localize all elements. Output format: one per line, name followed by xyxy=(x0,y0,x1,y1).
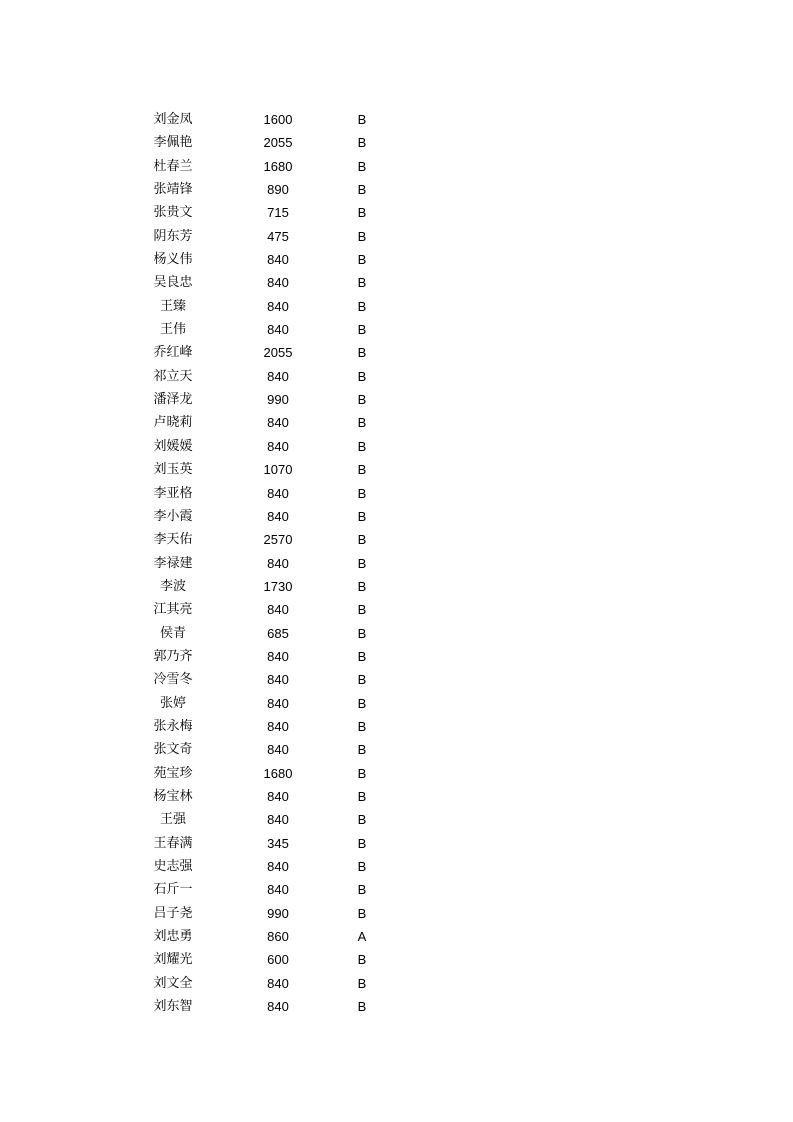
table-row xyxy=(0,622,793,645)
name-cell: 潘泽龙 xyxy=(153,392,193,408)
grade-cell: B xyxy=(357,975,367,991)
grade-cell: B xyxy=(357,462,367,478)
name-cell: 李禄建 xyxy=(153,555,193,571)
name-cell: 刘玉英 xyxy=(153,462,193,478)
table-row xyxy=(0,855,793,878)
grade-cell: B xyxy=(357,882,367,898)
table-row xyxy=(0,482,793,505)
amount-cell: 840 xyxy=(267,415,289,431)
table-row xyxy=(0,715,793,738)
amount-cell: 840 xyxy=(267,742,289,758)
table-row xyxy=(0,108,793,131)
amount-cell: 840 xyxy=(267,298,289,314)
table-row xyxy=(0,692,793,715)
amount-cell: 475 xyxy=(267,228,289,244)
grade-cell: B xyxy=(357,578,367,594)
amount-cell: 840 xyxy=(267,438,289,454)
amount-cell: 890 xyxy=(267,182,289,198)
table-row xyxy=(0,178,793,201)
name-cell: 吕子尧 xyxy=(153,905,193,921)
grade-cell: B xyxy=(357,625,367,641)
name-cell: 石斤一 xyxy=(153,882,193,898)
amount-cell: 840 xyxy=(267,275,289,291)
name-cell: 张文奇 xyxy=(153,742,193,758)
grade-cell: B xyxy=(357,648,367,664)
grade-cell: B xyxy=(357,952,367,968)
name-cell: 杜春兰 xyxy=(153,158,193,174)
amount-cell: 840 xyxy=(267,999,289,1015)
grade-cell: B xyxy=(357,392,367,408)
data-table xyxy=(0,108,793,1018)
amount-cell: 2570 xyxy=(263,532,293,548)
amount-cell: 840 xyxy=(267,695,289,711)
amount-cell: 345 xyxy=(267,835,289,851)
name-cell: 乔红峰 xyxy=(153,345,193,361)
table-row xyxy=(0,318,793,341)
amount-cell: 990 xyxy=(267,392,289,408)
amount-cell: 1730 xyxy=(263,578,293,594)
name-cell: 李天佑 xyxy=(153,532,193,548)
grade-cell: B xyxy=(357,298,367,314)
table-row xyxy=(0,762,793,785)
name-cell: 刘忠勇 xyxy=(153,929,193,945)
name-cell: 江其亮 xyxy=(153,602,193,618)
grade-cell: B xyxy=(357,438,367,454)
table-row xyxy=(0,295,793,318)
grade-cell: B xyxy=(357,672,367,688)
name-cell: 刘金凤 xyxy=(153,112,193,127)
grade-cell: B xyxy=(357,112,367,127)
amount-cell: 840 xyxy=(267,975,289,991)
grade-cell: B xyxy=(357,322,367,338)
grade-cell: B xyxy=(357,742,367,758)
table-row xyxy=(0,575,793,598)
name-cell: 刘媛媛 xyxy=(153,438,193,454)
name-cell: 张贵文 xyxy=(153,205,193,221)
name-cell: 王伟 xyxy=(159,322,186,338)
name-cell: 阴东芳 xyxy=(153,228,193,244)
name-cell: 张靖锋 xyxy=(153,182,193,198)
grade-cell: B xyxy=(357,905,367,921)
grade-cell: B xyxy=(357,485,367,501)
amount-cell: 840 xyxy=(267,882,289,898)
grade-cell: B xyxy=(357,999,367,1015)
name-cell: 王臻 xyxy=(159,298,186,314)
amount-cell: 1680 xyxy=(263,765,293,781)
table-row xyxy=(0,248,793,271)
table-row xyxy=(0,995,793,1018)
amount-cell: 840 xyxy=(267,508,289,524)
grade-cell: B xyxy=(357,859,367,874)
table-row xyxy=(0,388,793,411)
amount-cell: 715 xyxy=(267,205,289,221)
name-cell: 卢晓莉 xyxy=(153,415,193,431)
amount-cell: 860 xyxy=(267,929,289,945)
table-row xyxy=(0,948,793,971)
table-row xyxy=(0,832,793,855)
name-cell: 刘文全 xyxy=(153,975,193,991)
grade-cell: B xyxy=(357,252,367,268)
name-cell: 杨义伟 xyxy=(153,252,193,268)
amount-cell: 685 xyxy=(267,625,289,641)
name-cell: 刘耀光 xyxy=(153,952,193,968)
name-cell: 张永梅 xyxy=(153,718,193,734)
amount-cell: 840 xyxy=(267,555,289,571)
table-row xyxy=(0,972,793,995)
grade-cell: B xyxy=(357,415,367,431)
name-cell: 张婷 xyxy=(159,695,186,711)
name-cell: 苑宝珍 xyxy=(153,765,193,781)
name-cell: 王强 xyxy=(159,812,186,828)
name-cell: 郭乃齐 xyxy=(153,648,193,664)
amount-cell: 600 xyxy=(267,952,289,968)
grade-cell: B xyxy=(357,368,367,384)
amount-cell: 840 xyxy=(267,368,289,384)
table-row xyxy=(0,552,793,575)
amount-cell: 1680 xyxy=(263,158,293,174)
amount-cell: 990 xyxy=(267,905,289,921)
amount-cell: 1600 xyxy=(263,112,293,127)
grade-cell: B xyxy=(357,812,367,828)
grade-cell: B xyxy=(357,158,367,174)
name-cell: 刘东智 xyxy=(153,999,193,1015)
table-row xyxy=(0,411,793,434)
name-cell: 李亚格 xyxy=(153,485,193,501)
amount-cell: 840 xyxy=(267,252,289,268)
amount-cell: 840 xyxy=(267,485,289,501)
name-cell: 李小霞 xyxy=(153,508,193,524)
grade-cell: B xyxy=(357,718,367,734)
amount-cell: 840 xyxy=(267,322,289,338)
name-cell: 李佩艳 xyxy=(153,135,193,151)
table-row xyxy=(0,902,793,925)
amount-cell: 840 xyxy=(267,718,289,734)
grade-cell: B xyxy=(357,275,367,291)
table-row xyxy=(0,738,793,761)
grade-cell: B xyxy=(357,788,367,804)
name-cell: 王春满 xyxy=(153,835,193,851)
table-row xyxy=(0,131,793,154)
grade-cell: B xyxy=(357,228,367,244)
grade-cell: B xyxy=(357,835,367,851)
table-row xyxy=(0,365,793,388)
amount-cell: 840 xyxy=(267,672,289,688)
amount-cell: 840 xyxy=(267,648,289,664)
table-row xyxy=(0,645,793,668)
name-cell: 祁立天 xyxy=(153,368,193,384)
grade-cell: B xyxy=(357,508,367,524)
name-cell: 侯青 xyxy=(159,625,186,641)
name-cell: 李波 xyxy=(159,578,186,594)
table-row xyxy=(0,341,793,364)
table-row xyxy=(0,155,793,178)
table-row xyxy=(0,598,793,621)
table-row xyxy=(0,201,793,224)
amount-cell: 840 xyxy=(267,859,289,874)
table-row xyxy=(0,528,793,551)
table-row xyxy=(0,435,793,458)
grade-cell: B xyxy=(357,135,367,151)
table-row xyxy=(0,458,793,481)
grade-cell: B xyxy=(357,765,367,781)
amount-cell: 840 xyxy=(267,602,289,618)
amount-cell: 2055 xyxy=(263,135,293,151)
grade-cell: B xyxy=(357,695,367,711)
grade-cell: B xyxy=(357,602,367,618)
grade-cell: B xyxy=(357,555,367,571)
amount-cell: 2055 xyxy=(263,345,293,361)
table-row xyxy=(0,668,793,691)
table-row xyxy=(0,808,793,831)
table-row xyxy=(0,878,793,901)
grade-cell: B xyxy=(357,345,367,361)
grade-cell: B xyxy=(357,532,367,548)
amount-cell: 840 xyxy=(267,788,289,804)
table-row xyxy=(0,225,793,248)
table-row xyxy=(0,785,793,808)
name-cell: 吴良忠 xyxy=(153,275,193,291)
amount-cell: 840 xyxy=(267,812,289,828)
table-row xyxy=(0,271,793,294)
grade-cell: A xyxy=(357,929,367,945)
table-row xyxy=(0,505,793,528)
name-cell: 杨宝林 xyxy=(153,788,193,804)
name-cell: 史志强 xyxy=(153,859,193,874)
table-row xyxy=(0,925,793,948)
grade-cell: B xyxy=(357,205,367,221)
grade-cell: B xyxy=(357,182,367,198)
amount-cell: 1070 xyxy=(263,462,293,478)
name-cell: 冷雪冬 xyxy=(153,672,193,688)
